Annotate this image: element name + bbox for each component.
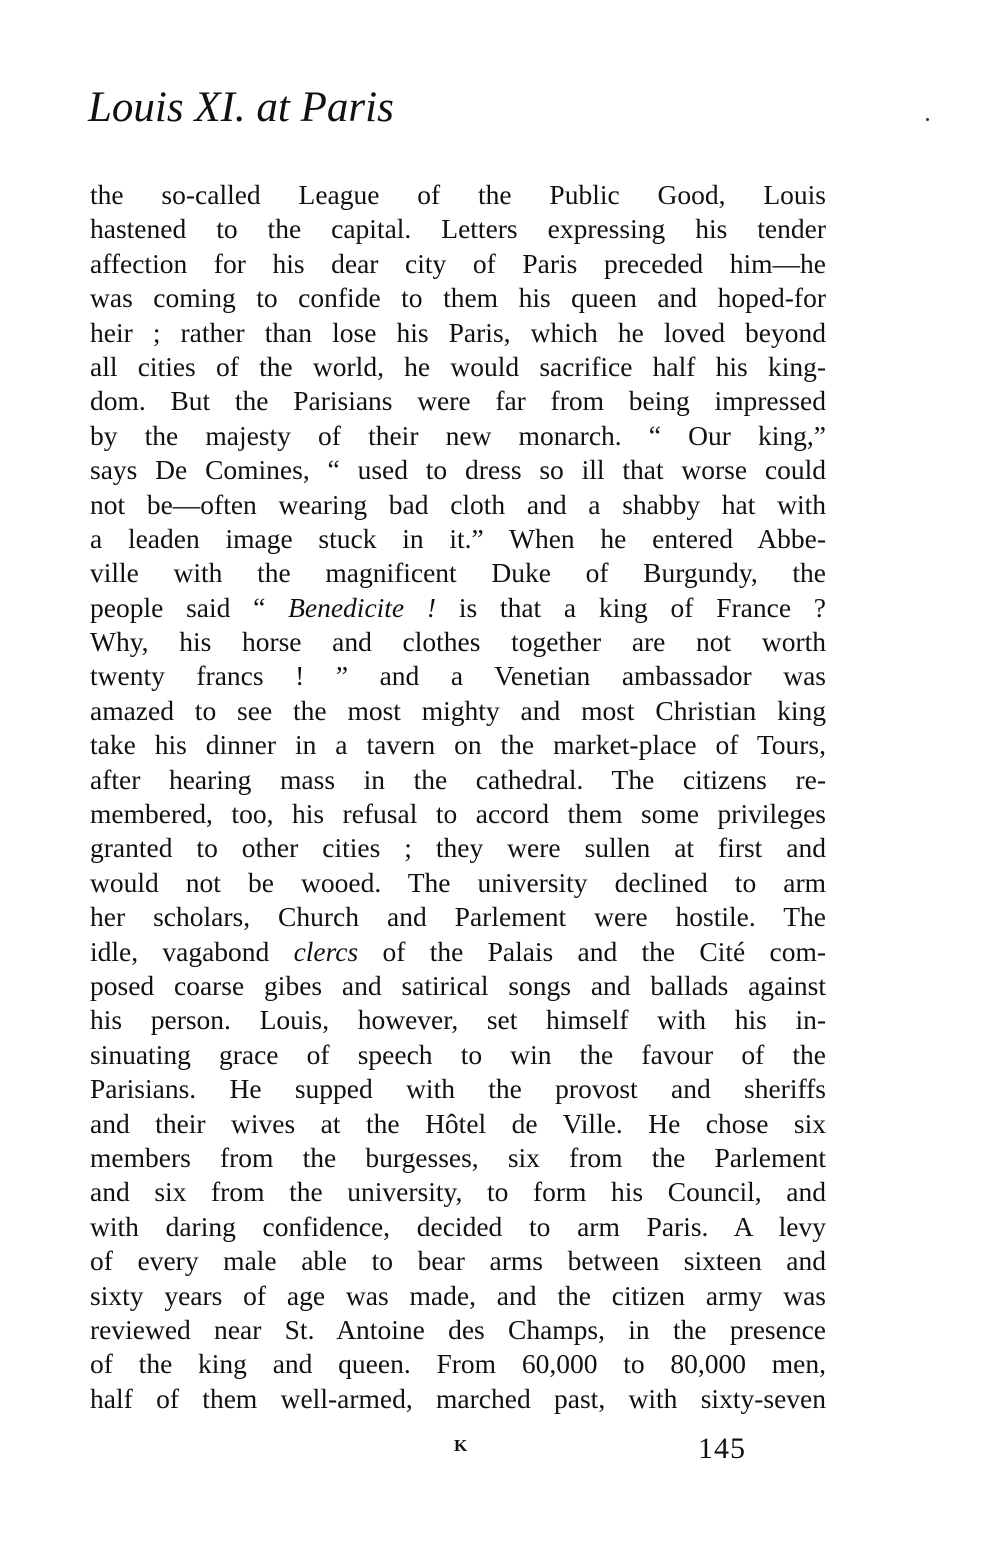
italic-word: Benedicite ! bbox=[288, 591, 437, 623]
text-line: her scholars, Church and Parlement were hostile. The bbox=[90, 901, 826, 933]
page-number: 145 bbox=[698, 1432, 746, 1465]
text-line: half of them well-armed, marched past, with sixty-seven bbox=[90, 1382, 826, 1414]
text-line: with daring confidence, decided to arm Paris. A levy bbox=[90, 1210, 826, 1242]
text-line: hastened to the capital. Letters expressing his tender bbox=[90, 213, 826, 245]
text-line: by the majesty of their new monarch. “ Our king,” bbox=[90, 419, 826, 451]
text-line: dom. But the Parisians were far from being impressed bbox=[90, 385, 826, 417]
text-line: all cities of the world, he would sacrifice half his king- bbox=[90, 350, 826, 382]
text-line: twenty francs ! ” and a Venetian ambassador was bbox=[90, 660, 826, 692]
text-line: Parisians. He supped with the provost and sheriffs bbox=[90, 1073, 826, 1105]
text-line: reviewed near St. Antoine des Champs, in the presence bbox=[90, 1313, 826, 1345]
text-line: says De Comines, “ used to dress so ill that worse could bbox=[90, 454, 826, 486]
text-line: granted to other cities ; they were sullen at first and bbox=[90, 832, 826, 864]
text-line: posed coarse gibes and satirical songs and ballads against bbox=[90, 969, 826, 1001]
text-line: members from the burgesses, six from the Parlement bbox=[90, 1141, 826, 1173]
text-line: a leaden image stuck in it.” When he entered Abbe- bbox=[90, 522, 826, 554]
text-line: Why, his horse and clothes together are not worth bbox=[90, 626, 826, 658]
text-line-italic-benedicite: people said “ Benedicite ! is that a king of France ? bbox=[90, 591, 826, 623]
text-line: his person. Louis, however, set himself with his in- bbox=[90, 1004, 826, 1036]
text-line: sixty years of age was made, and the citizen army was bbox=[90, 1279, 826, 1311]
running-title: Louis XI. at Paris bbox=[88, 84, 394, 131]
text-line: of every male able to bear arms between sixteen and bbox=[90, 1245, 826, 1277]
text-line: sinuating grace of speech to win the favour of the bbox=[90, 1038, 826, 1070]
stray-ink-dot bbox=[926, 118, 929, 121]
text-line: and their wives at the Hôtel de Ville. He chose six bbox=[90, 1107, 826, 1139]
body-text bbox=[90, 178, 826, 1416]
signature-mark: K bbox=[454, 1436, 469, 1455]
text-line: not be—often wearing bad cloth and a shabby hat with bbox=[90, 488, 826, 520]
text-line: would not be wooed. The university declined to arm bbox=[90, 866, 826, 898]
italic-word: clercs bbox=[293, 935, 359, 967]
text-line: after hearing mass in the cathedral. The citizens re- bbox=[90, 763, 826, 795]
page-footer bbox=[0, 1432, 1000, 1472]
text-line: take his dinner in a tavern on the market-place of Tours, bbox=[90, 729, 826, 761]
text-line: ville with the magnificent Duke of Burgundy, the bbox=[90, 557, 826, 589]
text-line: amazed to see the most mighty and most Christian king bbox=[90, 694, 826, 726]
text-line: heir ; rather than lose his Paris, which he loved beyond bbox=[90, 316, 826, 348]
text-line-italic-clercs: idle, vagabond clercs of the Palais and the Cité com- bbox=[90, 935, 826, 967]
text-line: affection for his dear city of Paris preceded him—he bbox=[90, 247, 826, 279]
text-line: membered, too, his refusal to accord them some privileges bbox=[90, 798, 826, 830]
text-line: the so-called League of the Public Good, Louis bbox=[90, 179, 826, 210]
text-line: and six from the university, to form his Council, and bbox=[90, 1176, 826, 1208]
text-line: was coming to confide to them his queen and hoped-for bbox=[90, 282, 826, 314]
text-line: of the king and queen. From 60,000 to 80,000 men, bbox=[90, 1348, 826, 1380]
